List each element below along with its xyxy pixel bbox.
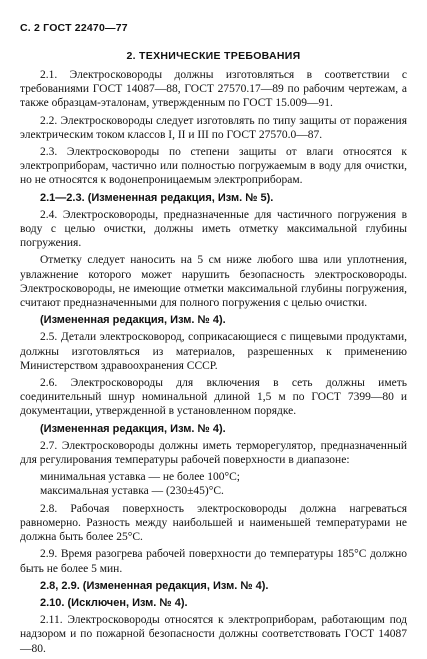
paragraph-2-11: 2.11. Электросковороды относятся к электроприборам, работающим под надзором и по пожарной безопасности должны соответствовать ГОСТ 14087—80.: [20, 614, 407, 655]
section-title: 2. ТЕХНИЧЕСКИЕ ТРЕБОВАНИЯ: [126, 50, 301, 62]
paragraph-2-9: 2.9. Время разогрева рабочей поверхности до температуры 185°C должно быть не более 5 мин.: [20, 548, 407, 575]
amendment-note: (Измененная редакция, Изм. № 4).: [40, 314, 226, 327]
amendment-note: 2.1—2.3. (Измененная редакция, Изм. № 5).: [40, 191, 274, 204]
paragraph-2-6: 2.6. Электросковороды для включения в сеть должны иметь соединительный шнур номинальной длиной 1,5 м по ГОСТ 7399—80 и документации, утвержденной в установленном порядке.: [20, 377, 407, 418]
paragraph-2-4-continued: Отметку следует наносить на 5 см ниже любого шва или уплотнения, увлажнение которого может нарушить безопасность электросковороды. Электросковороды, не имеющие отметки максимальной глубины погружения, считают предназначенными для полного погружения с целью очистки.: [20, 254, 407, 310]
paragraph-2-5: 2.5. Детали электросковород, соприкасающиеся с пищевыми продуктами, должны изготовляться из материалов, разрешенных к применению Министерством здравоохранения СССР.: [20, 331, 407, 372]
paragraph-2-3: 2.3. Электросковороды по степени защиты от влаги относятся к электроприборам, частично или полностью погружаемым в воду для очистки, но не относятся к водонепроницаемым электроприборам.: [20, 146, 407, 187]
amendment-note: 2.8, 2.9. (Измененная редакция, Изм. № 4).: [40, 579, 269, 592]
paragraph-2-4: 2.4. Электросковороды, предназначенные для частичного погружения в воду с целью очистки, должны иметь отметку максимальной глубины погружения.: [20, 208, 407, 250]
paragraph-2-2: 2.2. Электросковороды следует изготовлять по типу защиты от поражения электрическим током классов I, II и III по ГОСТ 27570.0—87.: [20, 114, 407, 141]
paragraph-2-1: 2.1. Электросковороды должны изготовляться в соответствии с требованиями ГОСТ 14087—88, ГОСТ 27570.17—89 по рабочим чертежам, а также образцам-эталонам, утвержденным по ГОСТ 15.009—91.: [20, 69, 407, 110]
list-item-min: минимальная уставка — не более 100°C;: [40, 471, 240, 484]
document-body: [20, 68, 407, 659]
paragraph-2-7: 2.7. Электросковороды должны иметь терморегулятор, предназначенный для регулирования температуры рабочей поверхности в диапазоне:: [20, 439, 407, 467]
paragraph-2-10: 2.10. (Исключен, Изм. № 4).: [40, 596, 188, 609]
paragraph-2-8: 2.8. Рабочая поверхность электросковороды должна нагреваться равномерно. Разность между наибольшей и наименьшей температурами не должна быть более 25°C.: [20, 502, 407, 544]
list-item-max: максимальная уставка — (230±45)°C.: [40, 485, 224, 498]
page-header: С. 2 ГОСТ 22470—77: [20, 22, 128, 34]
amendment-note: (Измененная редакция, Изм. № 4).: [40, 422, 226, 435]
